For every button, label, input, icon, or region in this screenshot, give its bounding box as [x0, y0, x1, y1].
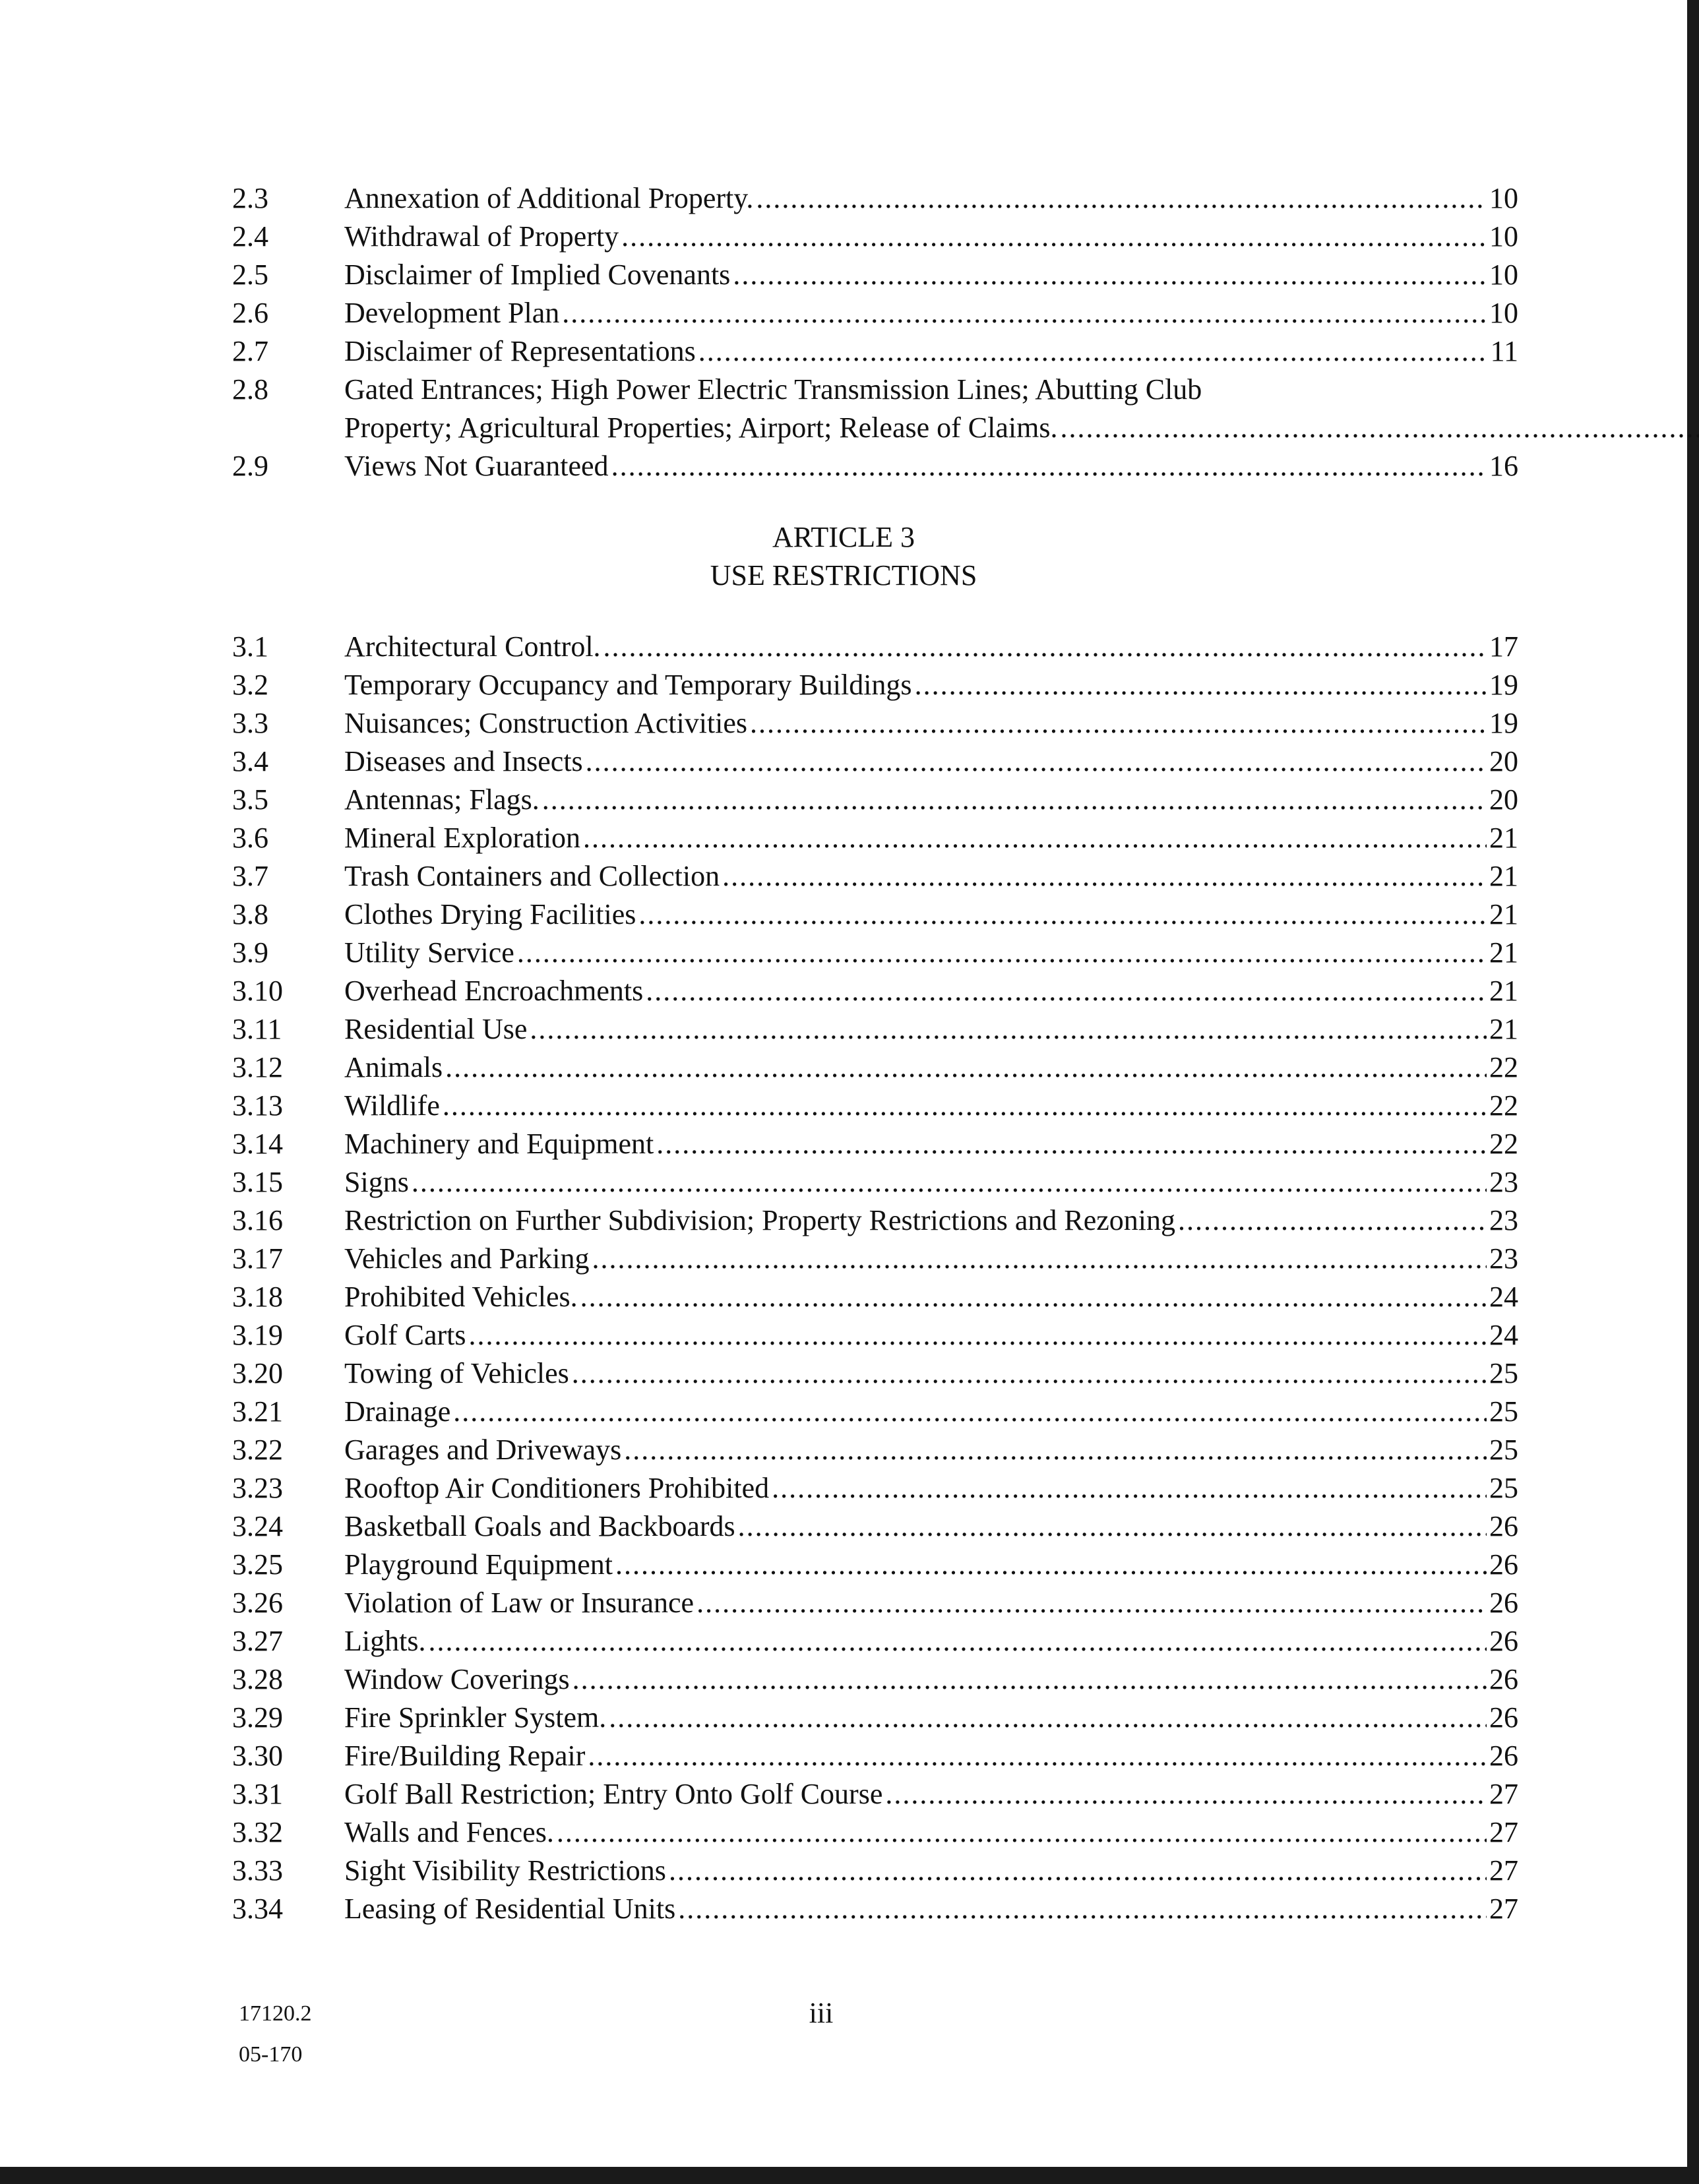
toc-entry	[232, 1584, 1518, 1622]
toc-entry-title-line2: Property; Agricultural Properties; Airport; Release of Claims.	[344, 411, 1058, 444]
toc-entry-number: 2.3	[232, 182, 268, 214]
toc-entry-number: 3.25	[232, 1548, 283, 1581]
dot-leader	[443, 1087, 1487, 1125]
toc-entry-title: Mineral Exploration	[344, 822, 581, 854]
toc-entry	[232, 1852, 1518, 1890]
dot-leader	[885, 1775, 1487, 1813]
toc-entry-page: 10	[1489, 258, 1518, 291]
toc-entry-title: Diseases and Insects	[344, 745, 583, 777]
toc-entry-title: Withdrawal of Property	[344, 220, 619, 253]
page-number: iii	[809, 1997, 834, 2029]
toc-entry-page: 24	[1489, 1281, 1518, 1313]
toc-entry-title: Drainage	[344, 1395, 451, 1428]
dot-leader	[696, 1584, 1487, 1622]
toc-entry-number: 3.12	[232, 1051, 283, 1083]
toc-entry-title-line1: Gated Entrances; High Power Electric Transmission Lines; Abutting Club	[344, 373, 1202, 406]
toc-entry-page: 26	[1489, 1740, 1518, 1772]
toc-entry-page: 27	[1489, 1816, 1518, 1848]
dot-leader	[722, 857, 1487, 895]
dot-leader	[542, 781, 1487, 819]
toc-entry-page: 21	[1489, 898, 1518, 930]
toc-entry-title: Trash Containers and Collection	[344, 860, 720, 892]
toc-entry	[232, 447, 1518, 485]
toc-entry-number: 3.31	[232, 1778, 283, 1810]
dot-leader	[678, 1890, 1487, 1928]
toc-entry	[232, 666, 1518, 704]
dot-leader	[557, 1813, 1487, 1852]
toc-entry-title: Animals	[344, 1051, 443, 1083]
toc-entry-page: 23	[1489, 1242, 1518, 1275]
toc-entry-number: 3.15	[232, 1166, 283, 1198]
toc-entry	[232, 895, 1518, 934]
dot-leader	[588, 1737, 1487, 1775]
dot-leader	[646, 972, 1487, 1010]
toc-entry	[232, 1546, 1518, 1584]
toc-entry-page: 19	[1489, 669, 1518, 701]
toc-entry-title: Walls and Fences.	[344, 1816, 554, 1848]
dot-leader	[562, 294, 1487, 332]
toc-entry	[232, 179, 1518, 218]
toc-entry-page: 26	[1489, 1548, 1518, 1581]
toc-entry	[232, 972, 1518, 1010]
toc-entry-number: 3.24	[232, 1510, 283, 1542]
document-id: 17120.2	[239, 2001, 312, 2026]
toc-entry	[232, 704, 1518, 743]
toc-entry-number: 3.29	[232, 1701, 283, 1734]
toc-entry	[232, 256, 1518, 294]
toc-entry-title: Wildlife	[344, 1089, 440, 1122]
toc-entry	[232, 1316, 1518, 1354]
toc-entry	[232, 1737, 1518, 1775]
toc-entry-title: Leasing of Residential Units	[344, 1893, 676, 1925]
toc-entry	[232, 819, 1518, 857]
toc-entry-page: 19	[1489, 707, 1518, 739]
toc-entry-number: 3.10	[232, 975, 283, 1007]
article-number: ARTICLE 3	[772, 521, 915, 553]
dot-leader	[738, 1507, 1487, 1546]
toc-entry-title: Nuisances; Construction Activities	[344, 707, 748, 739]
dot-leader	[517, 934, 1487, 972]
dot-leader	[656, 1125, 1487, 1163]
dot-leader	[915, 666, 1487, 704]
toc-entry-page: 25	[1489, 1395, 1518, 1428]
toc-entry-page: 23	[1489, 1166, 1518, 1198]
toc-entry-number: 3.9	[232, 936, 268, 969]
toc-entry	[232, 1010, 1518, 1048]
dot-leader	[603, 628, 1487, 666]
toc-entry-title: Vehicles and Parking	[344, 1242, 590, 1275]
toc-entry-page: 26	[1489, 1701, 1518, 1734]
toc-entry-title: Utility Service	[344, 936, 514, 969]
toc-entry-number: 3.17	[232, 1242, 283, 1275]
toc-entry	[232, 857, 1518, 895]
toc-entry-title: Violation of Law or Insurance	[344, 1587, 695, 1619]
toc-entry	[232, 1775, 1518, 1813]
document-code: 05-170	[239, 2042, 303, 2067]
dot-leader	[621, 218, 1487, 256]
toc-entry-page: 24	[1489, 1319, 1518, 1351]
toc-entry-number: 3.11	[232, 1013, 282, 1045]
toc-entry-page: 21	[1489, 936, 1518, 969]
dot-leader	[615, 1546, 1487, 1584]
toc-entry-number: 3.22	[232, 1434, 283, 1466]
toc-entry-number: 3.1	[232, 630, 268, 663]
toc-entry-page: 25	[1489, 1434, 1518, 1466]
toc-entry	[232, 294, 1518, 332]
toc-entry	[232, 1240, 1518, 1278]
toc-entry-page: 27	[1489, 1778, 1518, 1810]
dot-leader	[698, 332, 1488, 371]
toc-entry-page: 10	[1489, 220, 1518, 253]
toc-entry-title: Golf Ball Restriction; Entry Onto Golf Course	[344, 1778, 883, 1810]
toc-entry	[232, 628, 1518, 666]
toc-entry-page: 10	[1489, 297, 1518, 329]
toc-entry-number: 3.14	[232, 1128, 283, 1160]
dot-leader	[750, 704, 1487, 743]
toc-entry-number: 2.4	[232, 220, 268, 253]
toc-entry-page: 23	[1489, 1204, 1518, 1236]
toc-entry-title: Sight Visibility Restrictions	[344, 1854, 666, 1887]
toc-entry-number: 3.28	[232, 1663, 283, 1695]
toc-entry-page: 21	[1489, 860, 1518, 892]
dot-leader	[1178, 1201, 1487, 1240]
toc-entry-number: 3.4	[232, 745, 268, 777]
toc-entry-number: 2.5	[232, 258, 268, 291]
toc-entry-page: 27	[1489, 1854, 1518, 1887]
toc-entry	[232, 1087, 1518, 1125]
dot-leader	[572, 1660, 1487, 1699]
dot-leader	[572, 1354, 1487, 1393]
toc-entry	[232, 1125, 1518, 1163]
toc-entry-number: 3.8	[232, 898, 268, 930]
dot-leader	[733, 256, 1487, 294]
toc-entry-page: 22	[1489, 1051, 1518, 1083]
toc-entry-page: 20	[1489, 783, 1518, 816]
toc-entry-title: Playground Equipment	[344, 1548, 613, 1581]
toc-entry-title: Architectural Control.	[344, 630, 601, 663]
toc-entry	[232, 1813, 1518, 1852]
toc-entry-number: 3.30	[232, 1740, 283, 1772]
toc-entry-number: 3.18	[232, 1281, 283, 1313]
toc-entry	[232, 1890, 1518, 1928]
dot-leader	[592, 1240, 1487, 1278]
toc-entry-number: 2.6	[232, 297, 268, 329]
toc-entry	[232, 934, 1518, 972]
toc-entry-number: 2.8	[232, 373, 268, 406]
toc-entry-page: 20	[1489, 745, 1518, 777]
toc-entry-number: 3.23	[232, 1472, 283, 1504]
toc-entry-number: 3.20	[232, 1357, 283, 1389]
toc-entry-page: 26	[1489, 1625, 1518, 1657]
dot-leader	[445, 1048, 1487, 1087]
dot-leader	[669, 1852, 1487, 1890]
toc-entry-page: 26	[1489, 1663, 1518, 1695]
toc-entry-title: Temporary Occupancy and Temporary Buildings	[344, 669, 912, 701]
toc-entry-number: 3.27	[232, 1625, 283, 1657]
toc-entry-title: Fire/Building Repair	[344, 1740, 586, 1772]
toc-entry-title: Clothes Drying Facilities	[344, 898, 636, 930]
dot-leader	[469, 1316, 1487, 1354]
toc-entry-number: 3.33	[232, 1854, 283, 1887]
dot-leader	[1060, 409, 1699, 447]
dot-leader	[609, 1699, 1487, 1737]
toc-entry	[232, 1660, 1518, 1699]
toc-entry-page: 22	[1489, 1089, 1518, 1122]
toc-entry-page: 17	[1489, 630, 1518, 663]
toc-entry-number: 2.7	[232, 335, 268, 367]
toc-entry-number: 3.16	[232, 1204, 283, 1236]
toc-entry-page: 21	[1489, 822, 1518, 854]
toc-entry-title: Fire Sprinkler System.	[344, 1701, 607, 1734]
toc-entry-title: Views Not Guaranteed	[344, 450, 609, 482]
toc-entry-title: Prohibited Vehicles.	[344, 1281, 578, 1313]
toc-entry-title: Disclaimer of Implied Covenants	[344, 258, 731, 291]
dot-leader	[428, 1622, 1487, 1660]
toc-entry	[232, 1622, 1518, 1660]
toc-entry-title: Rooftop Air Conditioners Prohibited	[344, 1472, 770, 1504]
toc-entry-number: 3.2	[232, 669, 268, 701]
toc-entry-number: 3.34	[232, 1893, 283, 1925]
toc-entry-page: 10	[1489, 182, 1518, 214]
toc-section-article-3	[232, 628, 1518, 1928]
toc-entry	[232, 1201, 1518, 1240]
dot-leader	[611, 447, 1487, 485]
toc-entry	[232, 1278, 1518, 1316]
toc-entry	[232, 1507, 1518, 1546]
toc-entry	[232, 781, 1518, 819]
toc-entry-number: 3.13	[232, 1089, 283, 1122]
toc-entry	[232, 1431, 1518, 1469]
toc-entry-page: 27	[1489, 1893, 1518, 1925]
dot-leader	[530, 1010, 1487, 1048]
toc-entry	[232, 332, 1518, 371]
toc-entry	[232, 218, 1518, 256]
toc-entry-title: Lights.	[344, 1625, 426, 1657]
toc-entry-title: Restriction on Further Subdivision; Property Restrictions and Rezoning	[344, 1204, 1175, 1236]
toc-entry-title: Disclaimer of Representations	[344, 335, 696, 367]
toc-entry-number: 3.5	[232, 783, 268, 816]
toc-entry	[232, 1699, 1518, 1737]
toc-entry-title: Overhead Encroachments	[344, 975, 644, 1007]
toc-entry-page: 26	[1489, 1587, 1518, 1619]
toc-entry-title: Towing of Vehicles	[344, 1357, 569, 1389]
dot-leader	[624, 1431, 1487, 1469]
toc-entry-title: Machinery and Equipment	[344, 1128, 654, 1160]
toc-entry-page: 11	[1490, 335, 1518, 367]
toc-entry-title: Signs	[344, 1166, 409, 1198]
toc-entry-page: 26	[1489, 1510, 1518, 1542]
toc-entry-title: Annexation of Additional Property.	[344, 182, 754, 214]
toc-entry	[232, 1469, 1518, 1507]
dot-leader	[580, 1278, 1487, 1316]
dot-leader	[756, 179, 1487, 218]
toc-entry-page: 22	[1489, 1128, 1518, 1160]
toc-entry-title: Residential Use	[344, 1013, 528, 1045]
toc-entry-number: 3.32	[232, 1816, 283, 1848]
toc-entry-title: Basketball Goals and Backboards	[344, 1510, 735, 1542]
toc-entry	[232, 1393, 1518, 1431]
dot-leader	[583, 819, 1487, 857]
toc-entry-page: 21	[1489, 1013, 1518, 1045]
dot-leader	[412, 1163, 1487, 1201]
toc-entry	[232, 1354, 1518, 1393]
toc-entry-wrapped	[232, 371, 1518, 447]
toc-entry-number: 3.19	[232, 1319, 283, 1351]
toc-entry	[232, 743, 1518, 781]
article-title: USE RESTRICTIONS	[710, 559, 977, 592]
toc-entry-number: 3.21	[232, 1395, 283, 1428]
toc-entry-number: 3.26	[232, 1587, 283, 1619]
dot-leader	[638, 895, 1487, 934]
toc-entry-number: 2.9	[232, 450, 268, 482]
toc-entry	[232, 1163, 1518, 1201]
dot-leader	[453, 1393, 1487, 1431]
toc-section-article-2	[232, 179, 1518, 485]
toc-entry-number: 3.3	[232, 707, 268, 739]
toc-entry-page: 16	[1489, 450, 1518, 482]
toc-entry-title: Development Plan	[344, 297, 560, 329]
toc-entry-title: Antennas; Flags.	[344, 783, 540, 816]
toc-entry-page: 21	[1489, 975, 1518, 1007]
toc-entry-title: Window Coverings	[344, 1663, 570, 1695]
toc-entry-number: 3.7	[232, 860, 268, 892]
dot-leader	[772, 1469, 1487, 1507]
toc-entry-title: Garages and Driveways	[344, 1434, 622, 1466]
toc-entry-page: 25	[1489, 1472, 1518, 1504]
dot-leader	[586, 743, 1487, 781]
toc-entry-number: 3.6	[232, 822, 268, 854]
toc-entry-page: 25	[1489, 1357, 1518, 1389]
toc-entry-title: Golf Carts	[344, 1319, 466, 1351]
toc-entry	[232, 1048, 1518, 1087]
